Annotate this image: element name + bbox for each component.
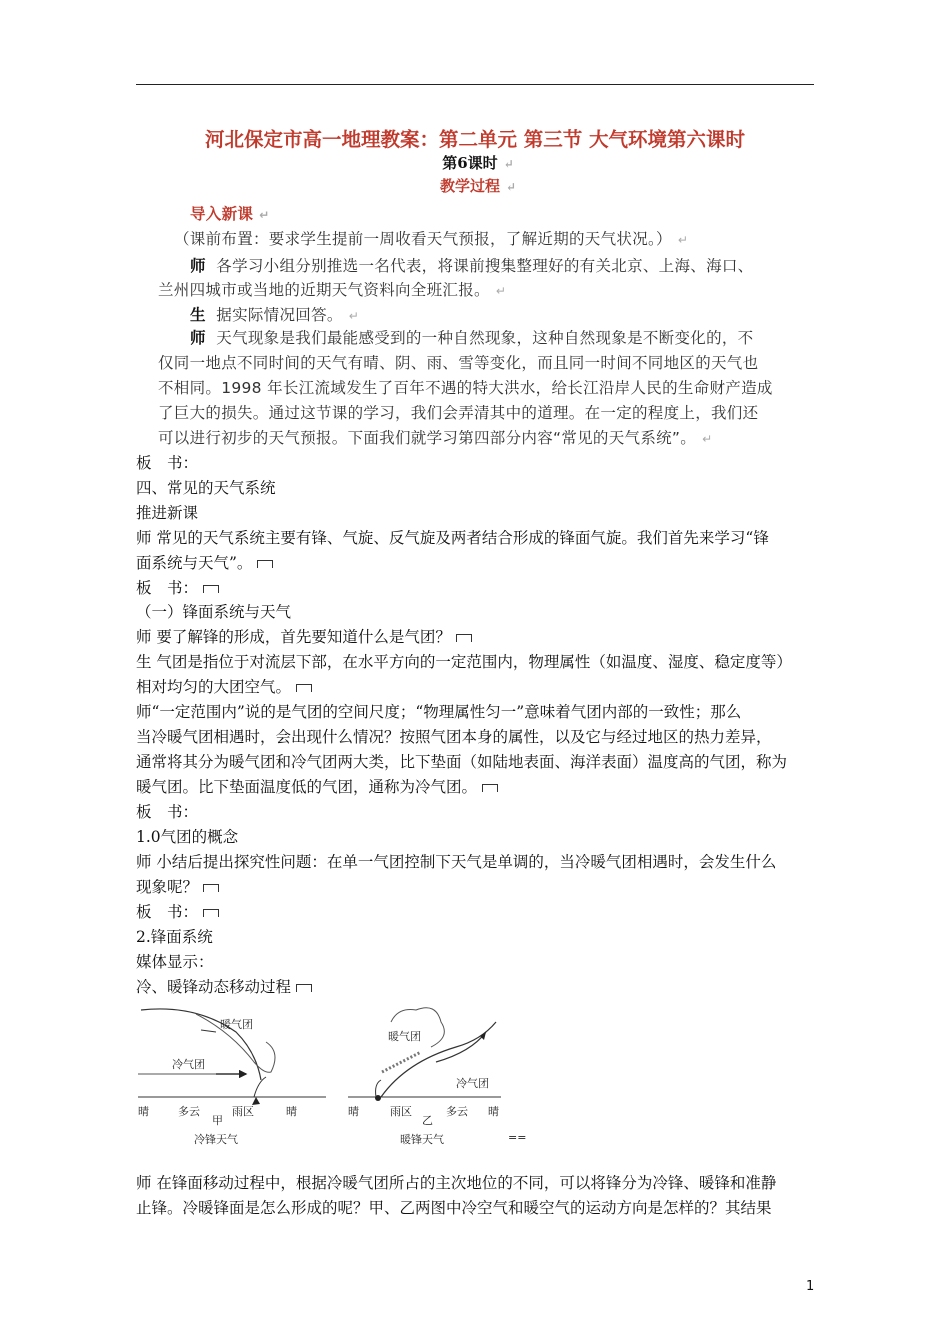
weather-label: 雨区	[232, 1105, 254, 1118]
list-item: 1.0气团的概念	[136, 828, 239, 846]
scan-line: 可以进行初步的天气预报。下面我们就学习第四部分内容“常见的天气系统”。 ↵	[158, 429, 713, 447]
weather-label: 雨区	[390, 1105, 412, 1118]
subsection-heading: （一）锋面系统与天气	[136, 603, 292, 621]
body-text: 暖气团。比下垫面温度低的气团，通称为冷气团。	[136, 775, 816, 797]
body-text: 现象呢？	[136, 875, 816, 897]
page-number: 1	[806, 1279, 815, 1294]
body-text: 师“一定范围内”说的是气团的空间尺度；“物理属性匀一”意味着气团内部的一致性；那么	[136, 703, 742, 721]
scan-line: 师 各学习小组分别推选一名代表，将课前搜集整理好的有关北京、上海、海口、	[190, 257, 754, 275]
body-text: 师 在锋面移动过程中，根据冷暖气团所占的主次地位的不同，可以将锋分为冷锋、暖锋和准静	[136, 1174, 777, 1192]
board-label: 板 书：	[136, 803, 199, 821]
board-label: 板 书：	[136, 454, 199, 472]
body-text: 当冷暖气团相遇时，会出现什么情况？按照气团本身的属性，以及它与经过地区的热力差异，	[136, 728, 772, 746]
scan-line: 了巨大的损失。通过这节课的学习，我们会弄清其中的道理。在一定的程度上，我们还	[158, 404, 759, 422]
body-text: 师 要了解锋的形成，首先要知道什么是气团？	[136, 625, 816, 647]
warm-air-label: 暖气团	[388, 1030, 421, 1043]
body-text: 师 常见的天气系统主要有锋、气旋、反气旋及两者结合形成的锋面气旋。我们首先来学习“锋	[136, 529, 769, 547]
weather-label: 多云	[178, 1105, 200, 1118]
weather-label: 晴	[348, 1105, 359, 1118]
board-label: 板 书：	[136, 576, 816, 598]
intro-heading: 导入新课 ↵	[190, 205, 270, 223]
weather-label: 晴	[488, 1105, 499, 1118]
scan-line: （课前布置：要求学生提前一周收看天气预报，了解近期的天气状况。） ↵	[174, 230, 689, 248]
scan-line: 生 据实际情况回答。 ↵	[190, 306, 360, 324]
weather-label: 晴	[138, 1105, 149, 1118]
body-text: 师 小结后提出探究性问题：在单一气团控制下天气是单调的，当冷暖气团相遇时，会发生什么	[136, 853, 777, 871]
scan-line: 兰州四城市或当地的近期天气资料向全班汇报。 ↵	[158, 281, 507, 299]
scan-line: 仅同一地点不同时间的天气有晴、阴、雨、雪等变化，而且同一时间不同地区的天气也	[158, 354, 759, 372]
cold-air-label: 冷气团	[172, 1058, 205, 1071]
scanned-excerpt	[148, 150, 808, 450]
body-text: 面系统与天气”。	[136, 551, 816, 573]
scan-line: 不相同。1998 年长江流域发生了百年不遇的特大洪水，给长江沿岸人民的生命财产造成	[158, 379, 773, 397]
scan-line: 师 天气现象是我们最能感受到的一种自然现象，这种自然现象是不断变化的，不	[190, 329, 754, 347]
weather-label: 晴	[286, 1105, 297, 1118]
header-rule	[136, 84, 814, 85]
front-diagram	[136, 1002, 536, 1148]
body-text: 止锋。冷暖锋面是怎么形成的呢？甲、乙两图中冷空气和暖空气的运动方向是怎样的？其结果	[136, 1199, 772, 1217]
lesson-subtitle: 第6课时 ↵	[442, 154, 514, 172]
figure-mark: ==	[508, 1131, 527, 1144]
warm-air-label: 暖气团	[220, 1018, 253, 1031]
board-label: 板 书：	[136, 900, 816, 922]
body-text: 媒体显示：	[136, 953, 214, 971]
body-text: 生 气团是指位于对流层下部，在水平方向的一定范围内，物理属性（如温度、湿度、稳定度等）	[136, 653, 792, 671]
caption-letter: 甲	[212, 1114, 223, 1127]
body-text: 推进新课	[136, 504, 199, 522]
section-title: 教学过程 ↵	[439, 177, 517, 195]
weather-label: 多云	[446, 1105, 468, 1118]
body-text: 冷、暖锋动态移动过程	[136, 975, 816, 997]
caption-title: 冷锋天气	[194, 1133, 238, 1146]
caption-title: 暖锋天气	[400, 1133, 444, 1146]
caption-letter: 乙	[422, 1114, 433, 1127]
body-text: 通常将其分为暖气团和冷气团两大类，比下垫面（如陆地表面、海洋表面）温度高的气团，称为	[136, 753, 788, 771]
body-text: 相对均匀的大团空气。	[136, 675, 816, 697]
page-title: 河北保定市高一地理教案：第二单元 第三节 大气环境第六课时	[204, 128, 746, 151]
cold-air-label: 冷气团	[456, 1077, 489, 1090]
list-item: 2.锋面系统	[136, 928, 213, 946]
section-heading: 四、常见的天气系统	[136, 479, 276, 497]
